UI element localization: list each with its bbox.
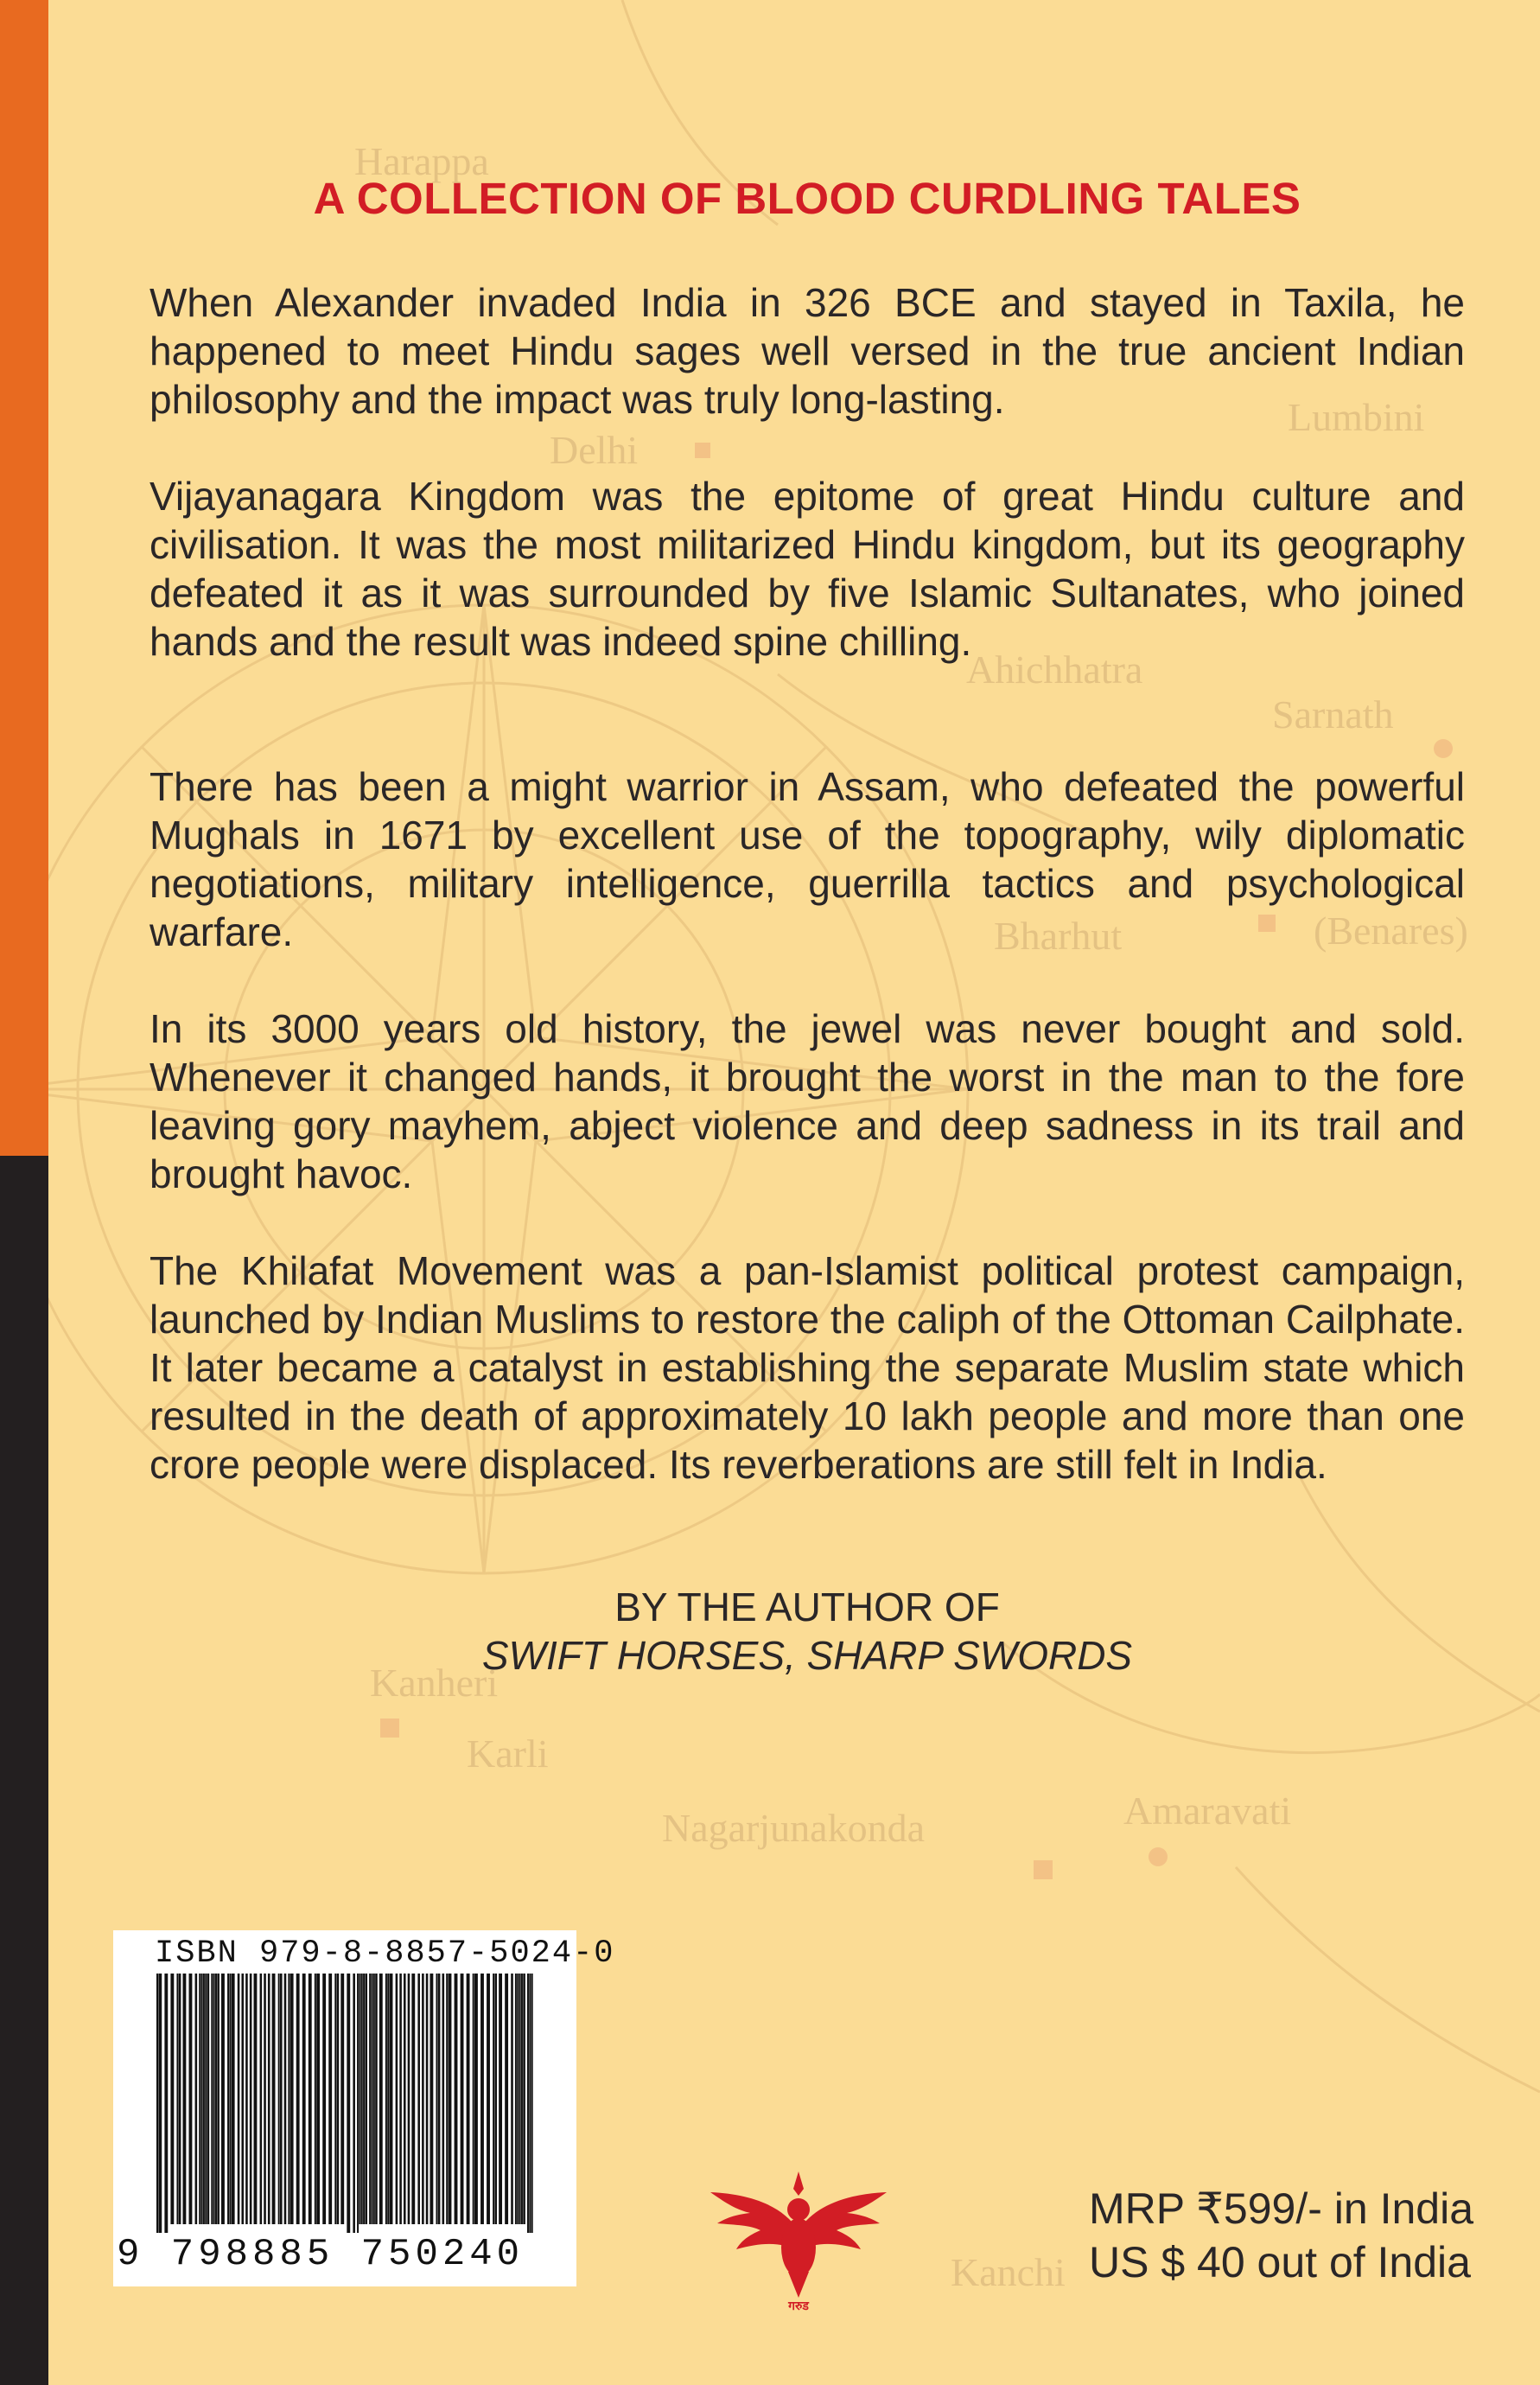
barcode-bar: [442, 1974, 445, 2224]
barcode-bar: [302, 1974, 306, 2224]
blurb-paragraph: There has been a might warrior in Assam, who defeated the powerful Mughals in 1671 by excellent use of the topography, wily diplomatic negotiations, military intelligence, guerrilla tactics and psychological warfare.: [150, 764, 1465, 954]
barcode-bar: [357, 1974, 359, 2233]
barcode-bar: [264, 1974, 266, 2224]
barcode-bar: [278, 1974, 280, 2224]
barcode-bar: [494, 1974, 497, 2224]
barcode-bar: [436, 1974, 437, 2224]
barcode-bar: [245, 1974, 248, 2224]
barcode-bar: [211, 1974, 213, 2224]
spine-orange-band: [0, 0, 48, 1156]
barcode-bar: [527, 1974, 529, 2233]
barcode-bar: [203, 1974, 205, 2224]
barcode-bar: [449, 1974, 452, 2224]
barcode-bar: [438, 1974, 441, 2224]
barcode-bar: [207, 1974, 210, 2224]
barcode-bar: [408, 1974, 410, 2224]
barcode-bar: [260, 1974, 263, 2224]
barcode-bar: [399, 1974, 402, 2224]
barcode-bar: [268, 1974, 270, 2224]
barcode-bar: [288, 1974, 290, 2224]
barcode-bar: [521, 1974, 523, 2224]
price-international: US $ 40 out of India: [1089, 2238, 1471, 2286]
barcode-bar: [195, 1974, 198, 2224]
barcode-digits: 9 798885 750240: [117, 2233, 525, 2276]
barcode-bar: [369, 1974, 371, 2224]
barcode-bar: [290, 1974, 294, 2224]
barcode-bar: [353, 1974, 355, 2233]
barcode-bar: [280, 1974, 283, 2224]
map-label-lumbini: Lumbini: [1288, 395, 1425, 439]
barcode-bar: [473, 1974, 474, 2224]
map-label-harappa: Harappa: [354, 139, 489, 183]
barcode-bar: [156, 1974, 158, 2233]
barcode-bar: [529, 1974, 531, 2233]
map-label-benares: (Benares): [1314, 909, 1468, 953]
map-label-nagarjunakonda: Nagarjunakonda: [662, 1806, 925, 1850]
barcode-bar: [217, 1974, 220, 2224]
barcode-bar: [390, 1974, 393, 2224]
barcode-bar: [227, 1974, 229, 2224]
barcode-bar: [531, 1974, 533, 2233]
map-label-karli: Karli: [467, 1731, 549, 1776]
barcode-bar: [182, 1974, 186, 2224]
map-label-kanchi: Kanchi: [951, 2250, 1066, 2294]
barcode-bar: [189, 1974, 193, 2224]
barcode-bar: [238, 1974, 240, 2224]
barcode-bar: [417, 1974, 420, 2224]
barcode-bar: [467, 1974, 470, 2224]
barcode-bar: [365, 1974, 367, 2224]
headline: A COLLECTION OF BLOOD CURDLING TALES: [313, 174, 1301, 223]
barcode-bar: [505, 1974, 508, 2224]
map-label-kanheri: Kanheri: [370, 1661, 499, 1705]
map-label-bharhut: Bharhut: [994, 914, 1123, 958]
barcode-bar: [387, 1974, 389, 2224]
barcode-bar: [385, 1974, 387, 2224]
barcode-bar: [373, 1974, 375, 2224]
barcode-bar: [361, 1974, 363, 2224]
barcode-bar: [430, 1974, 433, 2224]
barcode-bar: [371, 1974, 372, 2224]
barcode-bar: [446, 1974, 448, 2224]
barcode-bar: [179, 1974, 181, 2224]
barcode-bar: [379, 1974, 383, 2224]
map-label-delhi: Delhi: [550, 428, 639, 472]
barcode-bar: [328, 1974, 332, 2224]
barcode-bar: [455, 1974, 458, 2224]
barcode-bar: [375, 1974, 378, 2224]
spine-black-band: [0, 1156, 48, 2385]
barcode-bar: [201, 1974, 203, 2224]
barcode-bar: [337, 1974, 340, 2224]
barcode-bar: [316, 1974, 320, 2224]
map-label-amaravati: Amaravati: [1123, 1789, 1292, 1833]
barcode-bar: [404, 1974, 406, 2224]
barcode-bar: [272, 1974, 276, 2224]
barcode-bar: [474, 1974, 478, 2224]
barcode-bar: [296, 1974, 300, 2224]
barcode-bar: [199, 1974, 200, 2224]
author-credit-line: BY THE AUTHOR OF: [614, 1585, 1000, 1629]
barcode-bar: [523, 1974, 525, 2224]
barcode-bar: [309, 1974, 312, 2224]
barcode-bar: [164, 1974, 168, 2233]
barcode-bar: [250, 1974, 252, 2224]
isbn-label: ISBN 979-8-8857-5024-0: [155, 1935, 615, 1972]
barcode-bar: [359, 1974, 360, 2224]
barcode-bar: [221, 1974, 225, 2224]
price-block: [1089, 2182, 1473, 2289]
barcode-bar: [396, 1974, 398, 2224]
barcode-bar: [232, 1974, 235, 2224]
barcode-bar: [515, 1974, 517, 2224]
barcode-bar: [411, 1974, 415, 2224]
garuda-eagle-logo-icon: [705, 2170, 892, 2299]
barcode-bar: [493, 1974, 494, 2224]
isbn-barcode: [113, 1930, 615, 2286]
barcode-bar: [347, 1974, 350, 2233]
barcode-bar: [229, 1974, 231, 2224]
barcode-bar: [284, 1974, 287, 2224]
barcode-bar: [340, 1974, 344, 2224]
map-label-sarnath: Sarnath: [1272, 692, 1394, 737]
barcode-bar: [170, 1974, 174, 2224]
barcode-bar: [461, 1974, 464, 2224]
barcode-bar: [422, 1974, 424, 2224]
barcode-bar: [334, 1974, 336, 2224]
barcode-bar: [480, 1974, 484, 2224]
author-previous-title: SWIFT HORSES, SHARP SWORDS: [481, 1633, 1133, 1678]
barcode-bar: [241, 1974, 244, 2224]
barcode-bar: [215, 1974, 217, 2224]
barcode-bar: [519, 1974, 521, 2224]
blurb-paragraph: When Alexander invaded India in 326 BCE and stayed in Taxila, he happened to meet Hindu sages well versed in the true ancient Indian philosophy and the impact was truly long-lasting.: [150, 280, 1465, 422]
barcode-bar: [517, 1974, 519, 2224]
blurb-paragraph: Vijayanagara Kingdom was the epitome of great Hindu culture and civilisation. It was the most militarized Hindu kingdom, but its geography defeated it as it was surrounded by five Islamic Sultanates, who joined hands and the result was indeed spine chilling.: [150, 474, 1465, 664]
barcode-bar: [499, 1974, 502, 2224]
barcode-bar: [511, 1974, 513, 2224]
barcode-bar: [487, 1974, 490, 2224]
publisher-name: गरुड: [788, 2299, 809, 2312]
barcode-bar: [426, 1974, 429, 2224]
map-label-ahichhatra: Ahichhatra: [966, 647, 1143, 692]
barcode-bar: [322, 1974, 326, 2224]
barcode-bar: [205, 1974, 207, 2224]
blurb-paragraph: The Khilafat Movement was a pan-Islamist political protest campaign, launched by Indian Muslims to restore the caliph of the Ottoman Cailphate. It later became a catalyst in establishing the separate Muslim state which resulted in the death of approximately 10 lakh people and more than one crore people were displaced. Its reverberations are still felt in India.: [150, 1248, 1465, 1487]
blurb-paragraph: In its 3000 years old history, the jewel was never bought and sold. Whenever it changed hands, it brought the worst in the man to the fore leaving gory mayhem, abject violence and deep sadness in its trail and brought havoc.: [150, 1006, 1465, 1196]
barcode-bar: [254, 1974, 258, 2224]
barcode-bar: [176, 1974, 178, 2224]
barcode-bar: [315, 1974, 316, 2224]
price-india: MRP ₹599/- in India: [1089, 2184, 1473, 2233]
barcode-bars: [156, 1974, 533, 2233]
barcode-bar: [363, 1974, 365, 2224]
barcode-bar: [213, 1974, 215, 2224]
barcode-bar: [158, 1974, 162, 2233]
